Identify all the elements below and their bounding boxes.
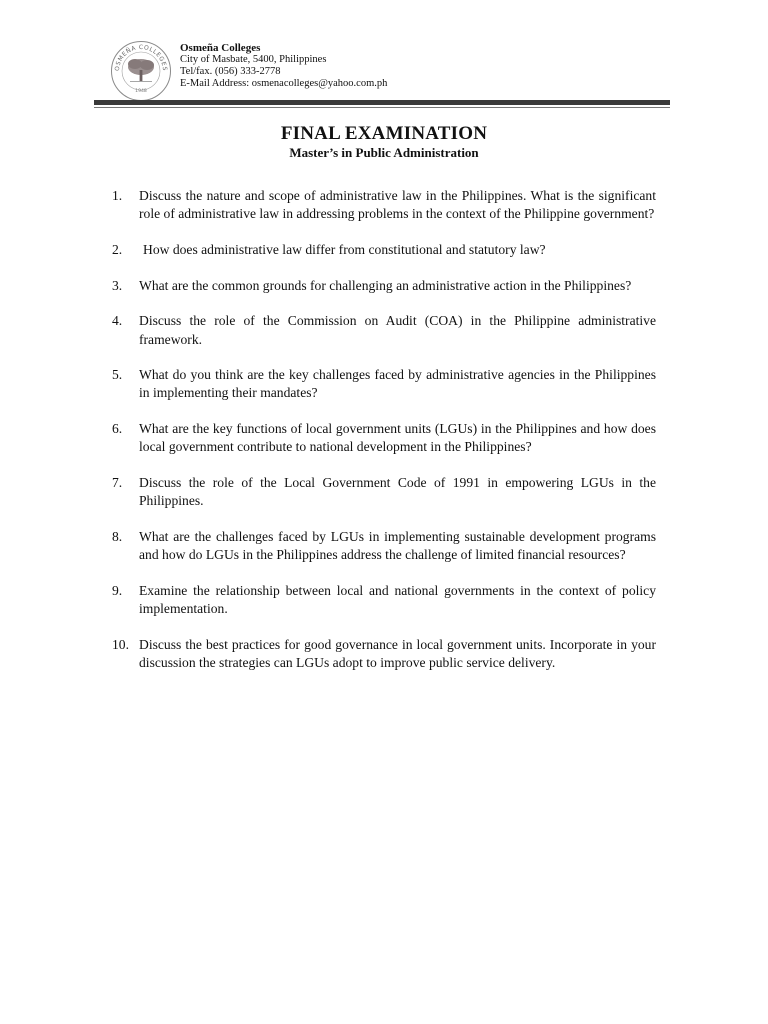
question-number: 6.	[112, 421, 123, 437]
seal-text: OSMEÑA COLLEGES	[113, 43, 169, 72]
college-seal-logo	[110, 40, 172, 102]
question-number: 1.	[112, 188, 123, 203]
question-item	[112, 528, 656, 564]
question-text: How does administrative law differ from constitutional and statutory law?	[143, 241, 546, 257]
question-number: 7.	[112, 475, 123, 491]
letterhead	[110, 38, 670, 100]
question-item	[112, 241, 656, 259]
header-divider-thin	[94, 107, 670, 108]
college-email: E-Mail Address: osmenacolleges@yahoo.com.ph	[180, 78, 388, 89]
question-number: 5.	[112, 367, 123, 383]
college-address: City of Masbate, 5400, Philippines	[180, 54, 327, 65]
question-item	[112, 187, 656, 223]
question-item	[112, 582, 656, 618]
question-item	[112, 366, 656, 402]
question-text: Discuss the best practices for good governance in local government units. Incorporate in your discussion the strategies can LGUs adopt to improve public service delivery.	[139, 636, 656, 670]
question-list	[112, 187, 656, 690]
question-text: What do you think are the key challenges faced by administrative agencies in the Philippines in implementing their mandates?	[139, 367, 656, 401]
question-text: What are the common grounds for challenging an administrative action in the Philippines?	[139, 277, 632, 293]
exam-subtitle: Master’s in Public Administration	[289, 145, 479, 160]
question-text: What are the challenges faced by LGUs in implementing sustainable development programs and how do LGUs in the Philippines address the challenge of limited financial resources?	[139, 528, 656, 563]
question-item	[112, 474, 656, 510]
college-name: Osmeña Colleges	[180, 42, 261, 54]
question-text: Examine the relationship between local and national governments in the context of policy implementation.	[139, 582, 656, 617]
question-item	[112, 312, 656, 348]
question-text: Discuss the role of the Local Government Code of 1991 in empowering LGUs in the Philippines.	[139, 475, 656, 509]
question-number: 4.	[112, 313, 123, 329]
question-item	[112, 420, 656, 456]
question-number: 3.	[112, 277, 123, 293]
question-number: 8.	[112, 528, 123, 544]
question-item	[112, 636, 656, 672]
seal-year: 1948	[135, 89, 147, 94]
question-number: 9.	[112, 582, 123, 598]
exam-title: FINAL EXAMINATION	[280, 123, 488, 144]
college-phone: Tel/fax. (056) 333-2778	[180, 66, 281, 77]
header-divider-thick	[94, 100, 670, 105]
question-item	[112, 277, 656, 295]
college-info	[180, 42, 387, 90]
question-number: 10.	[112, 636, 129, 652]
question-text: Discuss the nature and scope of administrative law in the Philippines. What is the significant role of administrative law in addressing problems in the context of the Philippine government?	[139, 188, 656, 222]
question-text: Discuss the role of the Commission on Audit (COA) in the Philippine administrative framework.	[139, 313, 656, 347]
question-number: 2.	[112, 241, 123, 257]
question-text: What are the key functions of local government units (LGUs) in the Philippines and how does local government contribute to national development in the Philippines?	[139, 421, 656, 455]
